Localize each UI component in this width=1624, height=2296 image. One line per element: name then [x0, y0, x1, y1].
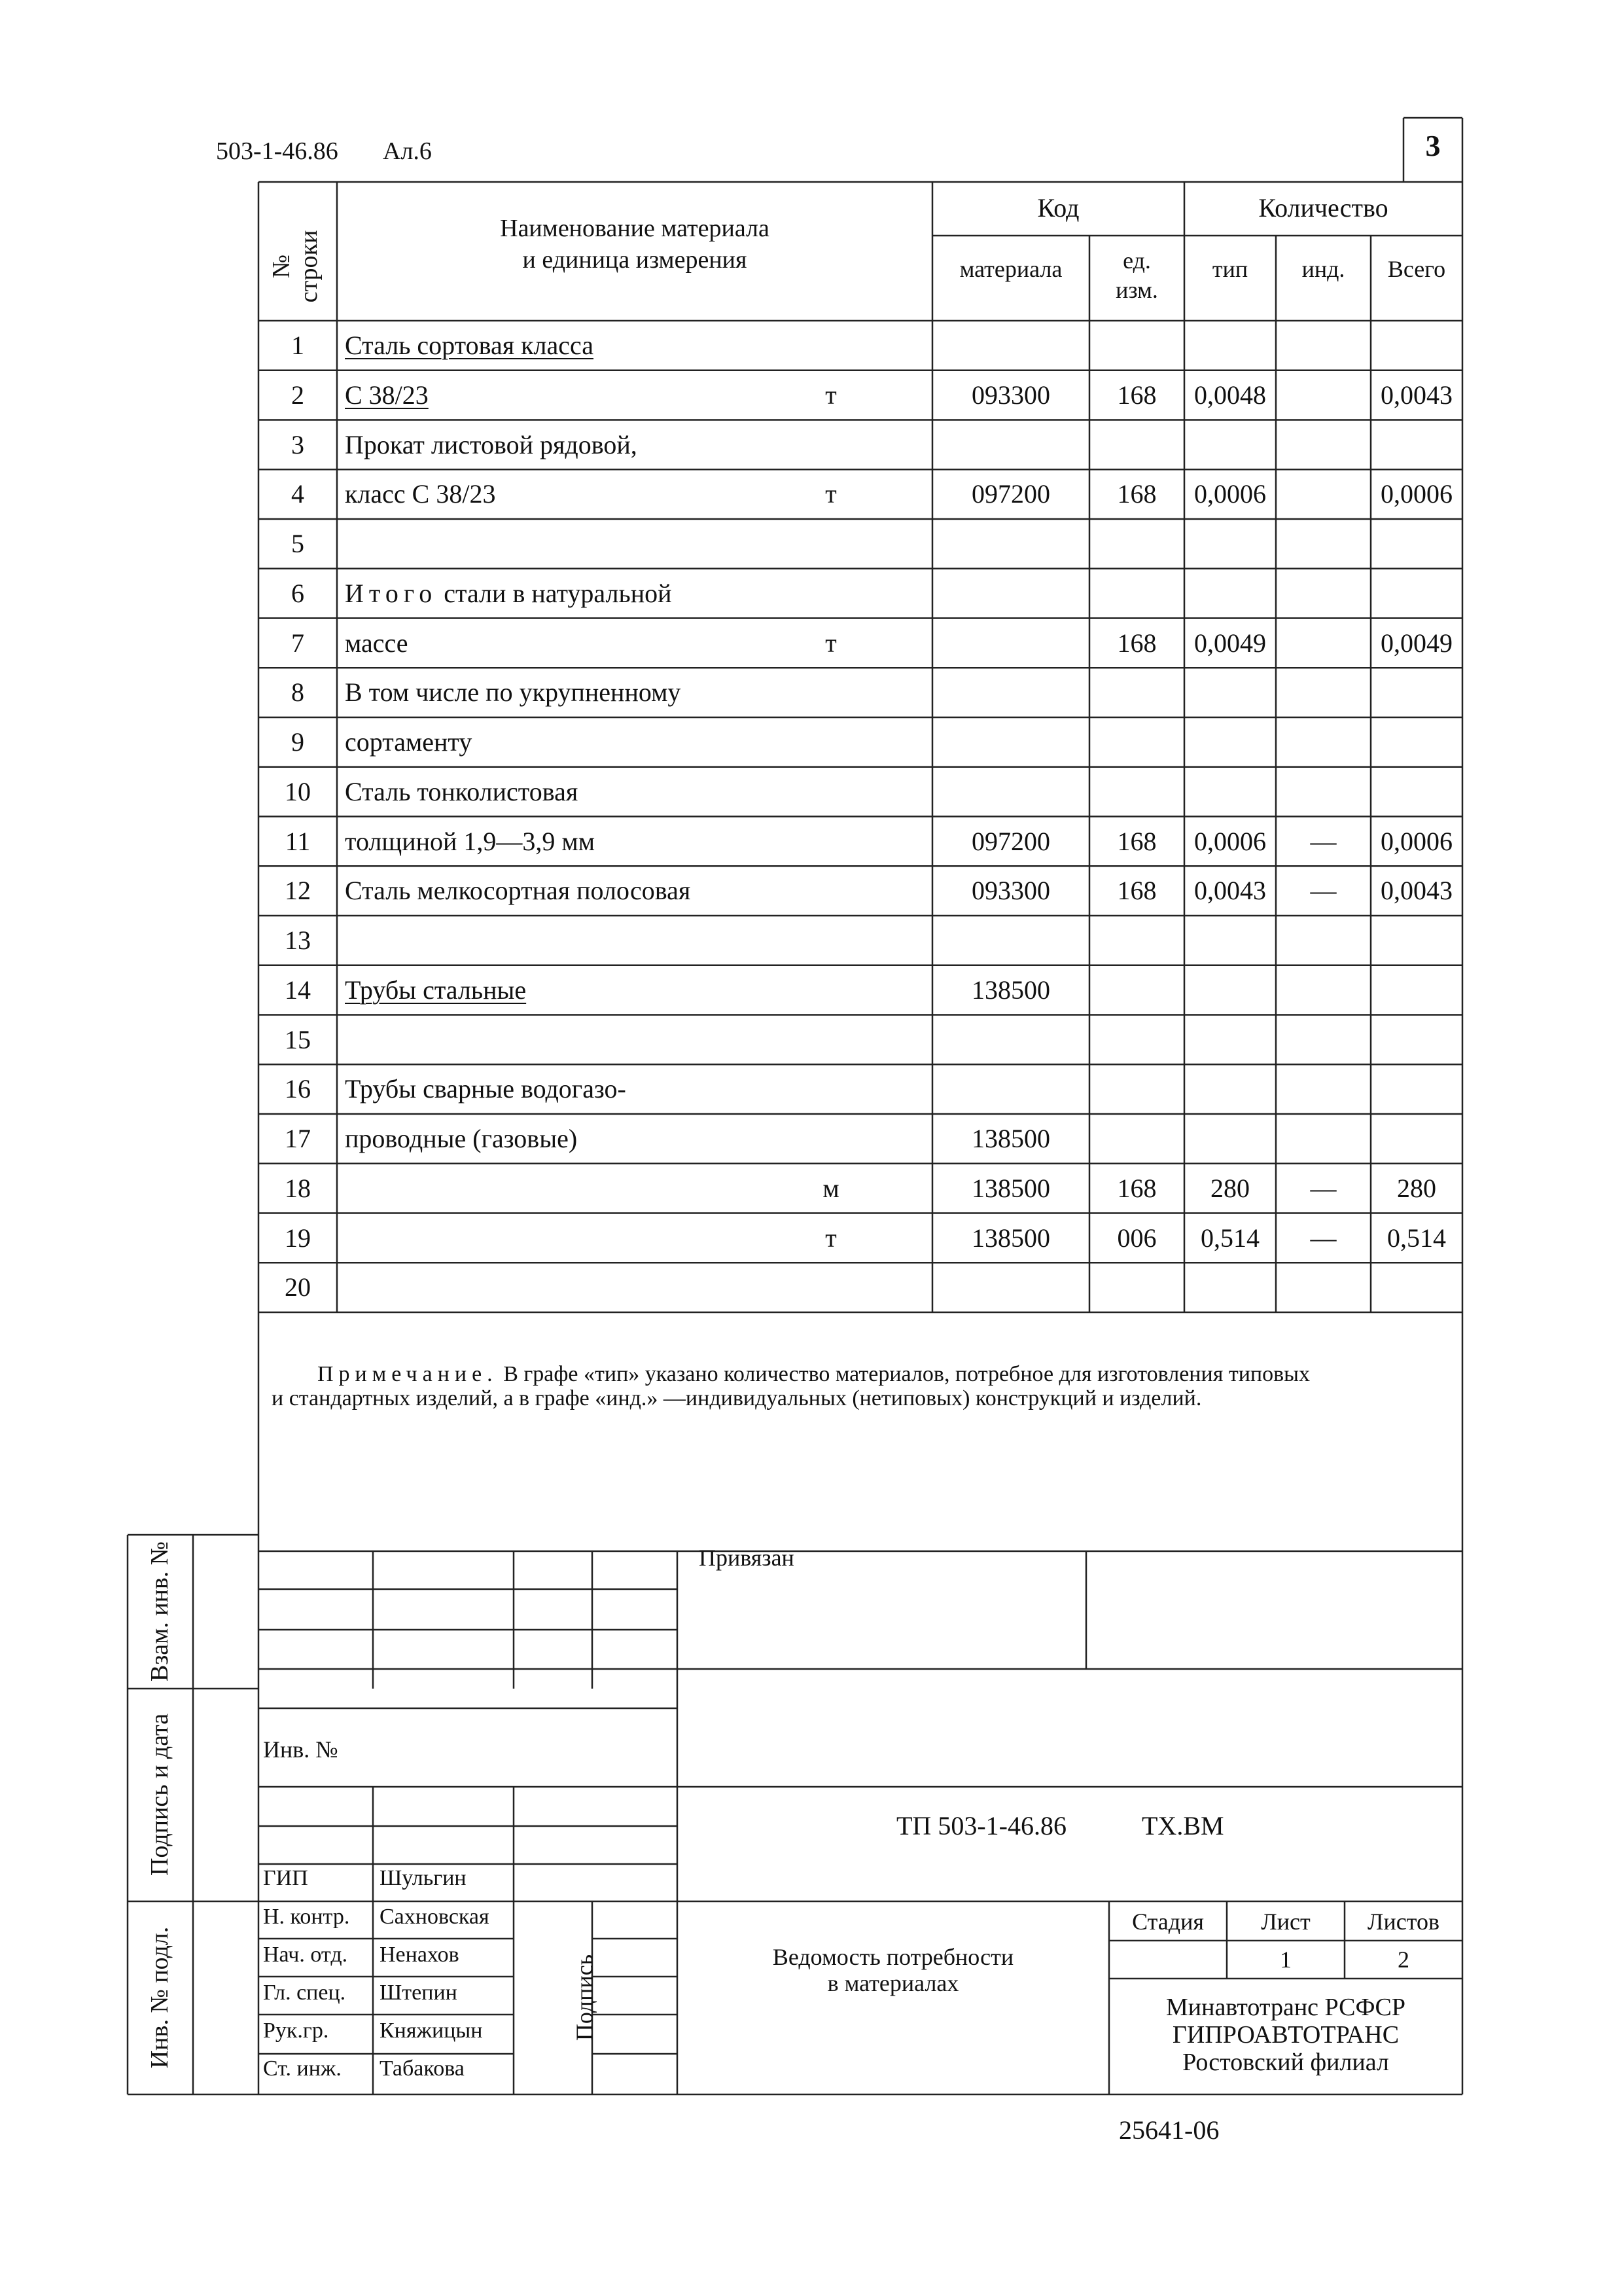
table-row [0, 1213, 1624, 1263]
cell-code: 168 [1117, 826, 1157, 856]
cell-material [932, 569, 1089, 618]
cell-typ [1184, 717, 1276, 766]
table-row [0, 965, 1624, 1014]
cell-typ [1184, 519, 1276, 568]
cell-name [345, 1164, 803, 1213]
cell-unit [811, 767, 851, 816]
table-row [0, 619, 1624, 668]
cell-code [1089, 767, 1184, 816]
cell-unit [811, 321, 851, 370]
stamp-podpis-data: Подпись и дата [146, 1713, 173, 1876]
cell-name-text: класс С 38/23 [345, 479, 496, 509]
cell-unit: м [822, 1173, 839, 1203]
cell-name-text: В том числе по укрупненному [345, 677, 681, 708]
cell-unit [811, 866, 851, 915]
col-header-typ: тип [1212, 256, 1248, 282]
cell-code: 168 [1117, 628, 1157, 658]
cell-material [932, 668, 1089, 717]
cell-typ [1184, 767, 1276, 816]
cell-typ [1184, 916, 1276, 965]
cell-total [1371, 965, 1462, 1014]
cell-code [1089, 569, 1184, 618]
cell-name [345, 469, 803, 518]
doc-mark: ТХ.ВМ [1142, 1811, 1224, 1840]
cell-ind: — [1310, 1223, 1337, 1253]
cell-unit [811, 420, 851, 469]
cell-unit [811, 668, 851, 717]
cell-name [345, 668, 803, 717]
page-number: 3 [1425, 129, 1441, 162]
col-header-name-line1: Наименование материала [500, 215, 769, 242]
cell-typ [1184, 965, 1276, 1014]
cell-code: 168 [1117, 1173, 1157, 1203]
cell-name [345, 1213, 803, 1263]
cell-name [345, 1263, 803, 1312]
cell-unit [811, 717, 851, 766]
col-header-name-line2: и единица измерения [522, 246, 747, 274]
cell-typ [1184, 321, 1276, 370]
cell-no: 7 [291, 628, 304, 658]
cell-no: 19 [285, 1223, 311, 1253]
cell-name [345, 370, 803, 420]
cell-total [1371, 420, 1462, 469]
cell-typ: 0,0043 [1194, 876, 1266, 906]
cell-total: 280 [1397, 1173, 1436, 1203]
cell-no: 13 [285, 925, 311, 955]
cell-material: 138500 [972, 1223, 1050, 1253]
cell-total: 0,0043 [1381, 380, 1453, 410]
cell-code [1089, 1015, 1184, 1064]
table-row [0, 916, 1624, 965]
cell-name [345, 619, 803, 668]
cell-name-text: С 38/23 [345, 380, 429, 410]
staff-role: Ст. инж. [263, 2056, 342, 2081]
cell-ind: — [1310, 826, 1337, 856]
cell-no: 2 [291, 380, 304, 410]
table-row [0, 1064, 1624, 1113]
cell-name-text: Трубы стальные [345, 975, 527, 1005]
cell-typ [1184, 1064, 1276, 1113]
staff-role: Рук.гр. [263, 2018, 329, 2043]
cell-no: 14 [285, 975, 311, 1005]
cell-total [1371, 767, 1462, 816]
org-line3: Ростовский филиал [1182, 2049, 1389, 2076]
cell-no: 4 [291, 479, 304, 509]
sheets-label: Листов [1368, 1909, 1439, 1935]
cell-total [1371, 321, 1462, 370]
cell-name [345, 321, 803, 370]
col-header-unit-line1: ед. [1123, 247, 1151, 274]
cell-name-text: Сталь тонколистовая [345, 776, 578, 806]
cell-no: 6 [291, 578, 304, 608]
cell-material [932, 916, 1089, 965]
cell-unit [811, 1015, 851, 1064]
cell-total [1371, 1263, 1462, 1312]
cell-code [1089, 519, 1184, 568]
stamp-podpis: Подпись [571, 1954, 597, 2041]
table-row [0, 469, 1624, 518]
cell-typ [1184, 420, 1276, 469]
cell-typ: 0,0048 [1194, 380, 1266, 410]
cell-code [1089, 668, 1184, 717]
cell-name-text: Прокат листовой рядовой, [345, 429, 637, 459]
cell-no: 17 [285, 1124, 311, 1153]
table-row [0, 370, 1624, 420]
staff-role: ГИП [263, 1866, 308, 1890]
cell-ind [1276, 420, 1371, 469]
cell-ind [1276, 668, 1371, 717]
cell-no: 11 [285, 826, 311, 856]
archive-number: 25641-06 [1119, 2115, 1220, 2145]
sheets-value: 2 [1398, 1946, 1409, 1973]
cell-name-text: сортаменту [345, 727, 472, 757]
cell-unit [811, 1114, 851, 1163]
staff-name: Штепин [380, 1981, 457, 2005]
staff-name: Ненахов [380, 1943, 459, 1967]
cell-material [932, 1064, 1089, 1113]
cell-unit [811, 1263, 851, 1312]
cell-code: 168 [1117, 876, 1157, 906]
table-row [0, 321, 1624, 370]
cell-material [932, 519, 1089, 568]
cell-material: 093300 [972, 380, 1050, 410]
cell-typ: 0,0049 [1194, 628, 1266, 658]
sheet-label: Лист [1261, 1909, 1311, 1935]
cell-ind: — [1310, 1173, 1337, 1203]
album-label: Ал.6 [383, 137, 432, 165]
cell-code [1089, 965, 1184, 1014]
col-header-ind: инд. [1301, 256, 1345, 282]
cell-typ: 280 [1210, 1173, 1250, 1203]
sheet-title-line2: в материалах [827, 1970, 959, 1996]
cell-material [932, 619, 1089, 668]
cell-no: 16 [285, 1074, 311, 1104]
doc-code: 503-1-46.86 [216, 137, 338, 165]
cell-no: 10 [285, 776, 311, 806]
cell-unit [811, 569, 851, 618]
cell-code: 168 [1117, 479, 1157, 509]
cell-name-spaced: Итого [345, 578, 438, 608]
cell-code: 168 [1117, 380, 1157, 410]
cell-total [1371, 569, 1462, 618]
staff-name: Сахновская [380, 1905, 489, 1929]
cell-material [932, 321, 1089, 370]
cell-total [1371, 1114, 1462, 1163]
cell-material: 138500 [972, 1124, 1050, 1153]
cell-ind [1276, 1015, 1371, 1064]
cell-material: 138500 [972, 975, 1050, 1005]
cell-material: 138500 [972, 1173, 1050, 1203]
cell-total: 0,514 [1387, 1223, 1446, 1253]
cell-no: 5 [291, 529, 304, 558]
cell-name [345, 717, 803, 766]
cell-unit: т [825, 380, 837, 410]
cell-typ: 0,0006 [1194, 479, 1266, 509]
cell-name [345, 1015, 803, 1064]
cell-unit [811, 519, 851, 568]
doc-designation: ТП 503-1-46.86 [896, 1811, 1067, 1840]
cell-material [932, 1263, 1089, 1312]
cell-total [1371, 1064, 1462, 1113]
cell-name [345, 817, 803, 866]
note-label: Примечание. [317, 1362, 498, 1386]
cell-code [1089, 916, 1184, 965]
cell-name-text: массе [345, 628, 408, 658]
cell-ind [1276, 1114, 1371, 1163]
col-header-row-no: № строки [268, 230, 323, 303]
cell-material: 093300 [972, 876, 1050, 906]
table-row [0, 717, 1624, 766]
cell-no: 20 [285, 1272, 311, 1302]
stage-label: Стадия [1132, 1909, 1204, 1935]
note-text-line2: и стандартных изделий, а в графе «инд.» —индивидуальных (нетиповых) конструкций и изделий. [272, 1386, 1202, 1410]
staff-role: Гл. спец. [263, 1981, 346, 2005]
cell-no: 18 [285, 1173, 311, 1203]
col-header-unit-line2: изм. [1116, 277, 1158, 303]
org-line1: Минавтотранс РСФСР [1165, 1994, 1405, 2021]
cell-material [932, 717, 1089, 766]
cell-name [345, 866, 803, 915]
inv-no-label: Инв. № [263, 1736, 338, 1763]
cell-total [1371, 519, 1462, 568]
cell-name-text: Сталь мелкосортная полосовая [345, 876, 691, 906]
org-line2: ГИПРОАВТОТРАНС [1172, 2021, 1400, 2049]
cell-code: 006 [1117, 1223, 1157, 1253]
cell-ind [1276, 965, 1371, 1014]
cell-unit [811, 965, 851, 1014]
sheet-value: 1 [1280, 1946, 1292, 1973]
sheet-title-line1: Ведомость потребности [772, 1944, 1014, 1970]
cell-no: 12 [285, 876, 311, 906]
cell-material [932, 420, 1089, 469]
staff-name: Княжицын [380, 2018, 483, 2043]
cell-typ [1184, 569, 1276, 618]
cell-typ: 0,514 [1201, 1223, 1260, 1253]
cell-total: 0,0043 [1381, 876, 1453, 906]
cell-unit: т [825, 628, 837, 658]
table-row [0, 519, 1624, 568]
staff-role: Нач. отд. [263, 1943, 348, 1967]
cell-typ [1184, 668, 1276, 717]
table-row [0, 420, 1624, 469]
cell-ind [1276, 370, 1371, 420]
staff-role: Н. контр. [263, 1905, 350, 1929]
col-header-quantity: Количество [1258, 193, 1388, 223]
table-row [0, 866, 1624, 915]
privyazan-label: Привязан [699, 1545, 794, 1571]
cell-name-text: толщиной 1,9—3,9 мм [345, 826, 595, 856]
cell-ind [1276, 569, 1371, 618]
table-row [0, 1164, 1624, 1213]
cell-total [1371, 717, 1462, 766]
cell-name-text: Трубы сварные водогазо- [345, 1074, 626, 1104]
cell-code [1089, 420, 1184, 469]
cell-name [345, 519, 803, 568]
cell-code [1089, 1114, 1184, 1163]
cell-ind [1276, 1263, 1371, 1312]
cell-code [1089, 1064, 1184, 1113]
cell-total: 0,0006 [1381, 826, 1453, 856]
table-row [0, 668, 1624, 717]
cell-total: 0,0006 [1381, 479, 1453, 509]
cell-code [1089, 321, 1184, 370]
cell-code [1089, 1263, 1184, 1312]
cell-ind [1276, 767, 1371, 816]
cell-name-text: проводные (газовые) [345, 1124, 578, 1153]
cell-ind [1276, 916, 1371, 965]
col-header-total: Всего [1387, 256, 1446, 282]
cell-unit [811, 916, 851, 965]
cell-total [1371, 1015, 1462, 1064]
cell-ind [1276, 619, 1371, 668]
note-line1 [317, 1363, 1310, 1386]
cell-ind [1276, 1064, 1371, 1113]
staff-name: Табакова [380, 2056, 465, 2081]
cell-name-text: Сталь сортовая класса [345, 331, 594, 360]
cell-ind [1276, 519, 1371, 568]
cell-typ: 0,0006 [1194, 826, 1266, 856]
cell-total [1371, 668, 1462, 717]
cell-typ [1184, 1114, 1276, 1163]
cell-no: 9 [291, 727, 304, 757]
cell-unit [811, 817, 851, 866]
cell-no: 3 [291, 429, 304, 459]
cell-name [345, 1114, 803, 1163]
cell-typ [1184, 1015, 1276, 1064]
cell-total [1371, 916, 1462, 965]
note-text-line1: В графе «тип» указано количество материалов, потребное для изготовления типовых [503, 1362, 1310, 1386]
stamp-inv-podl: Инв. № подл. [146, 1926, 173, 2069]
staff-name: Шульгин [380, 1866, 467, 1890]
table-row [0, 767, 1624, 816]
cell-ind [1276, 469, 1371, 518]
cell-ind: — [1310, 876, 1337, 906]
cell-name [345, 916, 803, 965]
cell-material: 097200 [972, 479, 1050, 509]
table-row [0, 569, 1624, 618]
cell-material: 097200 [972, 826, 1050, 856]
cell-typ [1184, 1263, 1276, 1312]
table-row [0, 1263, 1624, 1312]
col-header-material: материала [959, 256, 1063, 282]
cell-material [932, 767, 1089, 816]
table-row [0, 1114, 1624, 1163]
cell-ind [1276, 717, 1371, 766]
stamp-vzam-inv: Взам. инв. № [146, 1541, 173, 1682]
cell-unit [811, 1064, 851, 1113]
cell-no: 1 [291, 331, 304, 360]
cell-ind [1276, 321, 1371, 370]
col-header-code: Код [1037, 193, 1080, 223]
cell-unit: т [825, 479, 837, 509]
table-row [0, 817, 1624, 866]
cell-no: 15 [285, 1024, 311, 1054]
cell-name [345, 1064, 803, 1113]
cell-material [932, 1015, 1089, 1064]
cell-name-text: стали в натуральной [444, 578, 672, 608]
cell-total: 0,0049 [1381, 628, 1453, 658]
cell-name [345, 767, 803, 816]
cell-code [1089, 717, 1184, 766]
cell-unit: т [825, 1223, 837, 1253]
cell-name [345, 965, 803, 1014]
cell-no: 8 [291, 677, 304, 708]
cell-name [345, 569, 803, 618]
cell-name [345, 420, 803, 469]
table-row [0, 1015, 1624, 1064]
